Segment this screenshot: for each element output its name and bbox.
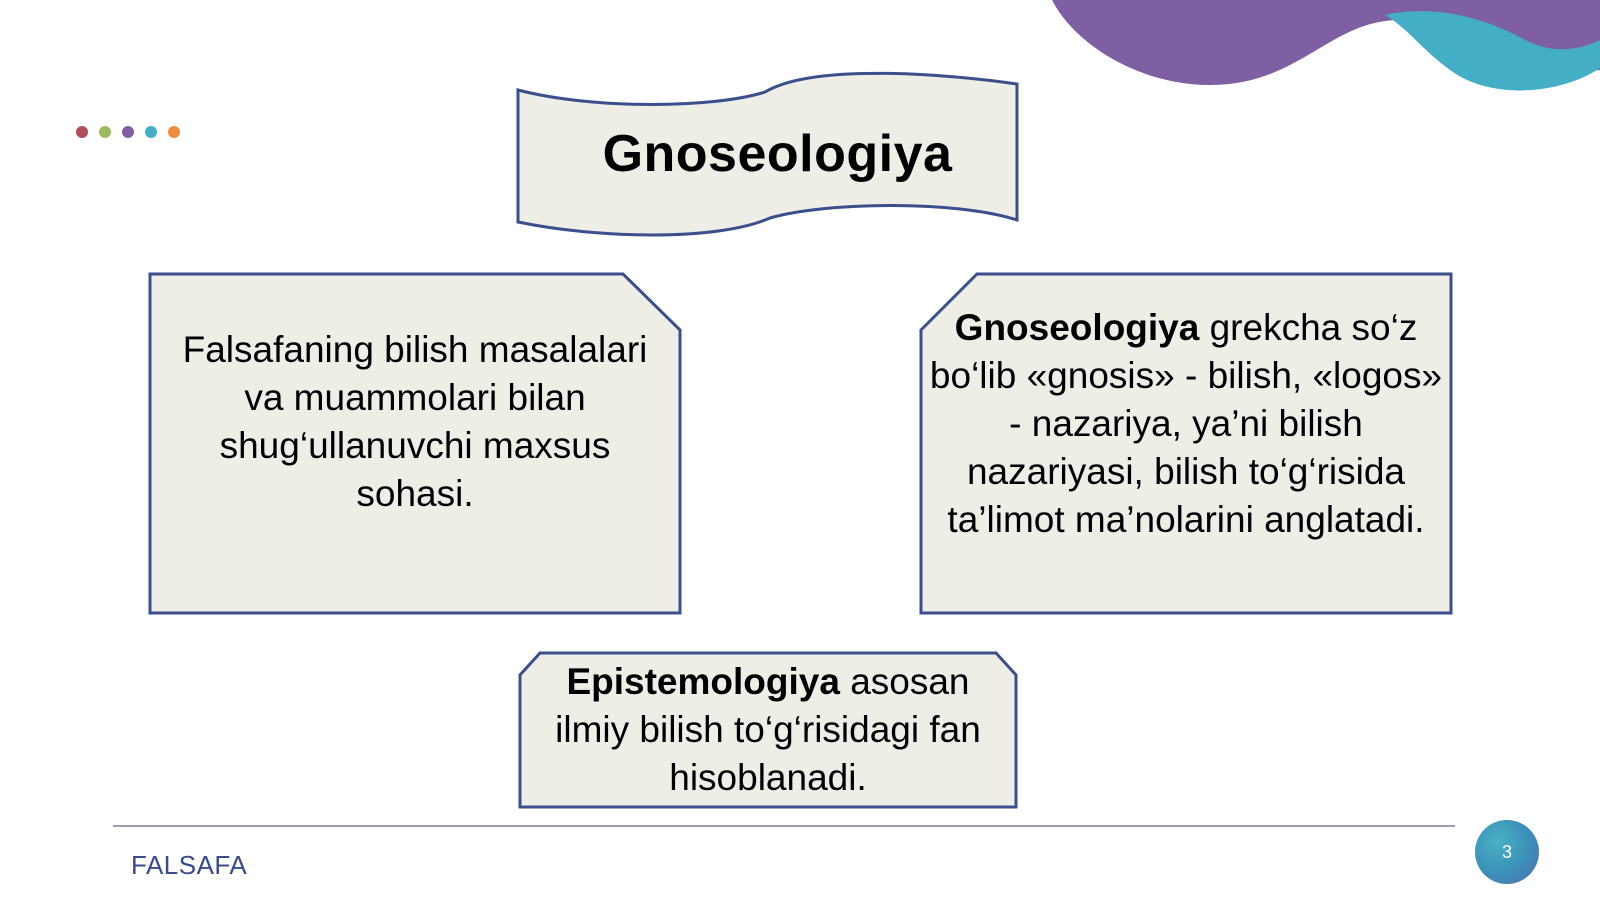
page-number-badge: 3 xyxy=(1475,820,1539,884)
dot-purple xyxy=(122,126,134,138)
definition-text-bottom xyxy=(518,651,1018,809)
definition-text-right xyxy=(919,272,1453,615)
footer-label: FALSAFA xyxy=(131,850,248,880)
dot-red xyxy=(76,126,88,138)
page-title: Gnoseologiya xyxy=(602,125,953,183)
definition-card-left xyxy=(148,272,682,615)
definition-card-right xyxy=(919,272,1453,615)
decorative-dots xyxy=(76,126,180,138)
definition-text-left: Falsafaning bilish masalalari va muammolari bilan shug‘ullanuvchi maxsus sohasi. xyxy=(182,329,648,514)
definition-card-bottom xyxy=(518,651,1018,809)
term-epistemologiya: Epistemologiya xyxy=(566,661,840,702)
dot-orange xyxy=(168,126,180,138)
gnoseologiya-definition: grekcha so‘z bo‘lib «gnosis» - bilish, «logos» - nazariya, ya’ni bilish nazariyasi, bilish to‘g‘risida ta’limot ma’nolarini anglatadi. xyxy=(929,306,1443,540)
title-banner xyxy=(515,70,1020,238)
dot-teal xyxy=(145,126,157,138)
footer-divider xyxy=(113,825,1455,827)
term-gnoseologiya: Gnoseologiya xyxy=(954,306,1200,348)
epistemologiya-definition: asosan ilmiy bilish to‘g‘risidagi fan hisoblanadi. xyxy=(555,661,981,798)
dot-green xyxy=(99,126,111,138)
